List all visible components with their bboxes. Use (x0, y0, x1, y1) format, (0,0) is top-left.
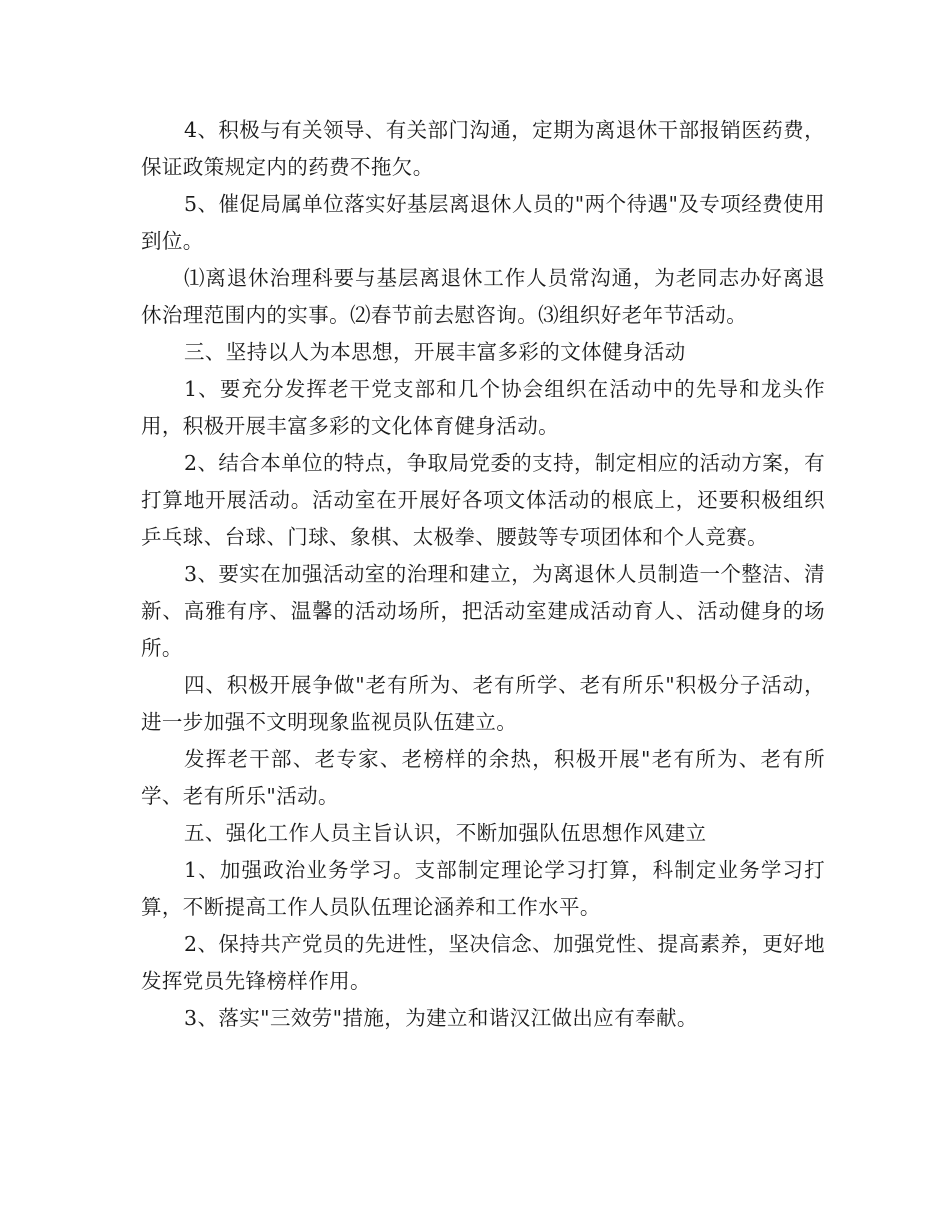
section-heading-5: 五、强化工作人员主旨认识，不断加强队伍思想作风建立 (184, 821, 707, 845)
paragraph-item-5-two-treatments: 5、催促局属单位落实好基层离退休人员的"两个待遇"及专项经费使用到位。 (141, 192, 825, 253)
paragraph-item-4-medical-fees: 4、积极与有关领导、有关部门沟通，定期为离退休干部报销医药费，保证政策规定内的药费不拖欠。 (141, 118, 825, 179)
paragraph-section3-item-1: 1、要充分发挥老干党支部和几个协会组织在活动中的先导和龙头作用，积极开展丰富多彩的文化体育健身活动。 (141, 377, 825, 438)
paragraph-section5-item-1: 1、加强政治业务学习。支部制定理论学习打算，科制定业务学习打算，不断提高工作人员队伍理论涵养和工作水平。 (141, 858, 825, 919)
section-heading-3: 三、坚持以人为本思想，开展丰富多彩的文体健身活动 (184, 340, 686, 364)
paragraph-section3-item-3: 3、要实在加强活动室的治理和建立，为离退休人员制造一个整洁、清新、高雅有序、温馨的活动场所，把活动室建成活动育人、活动健身的场所。 (141, 562, 825, 660)
section-heading-4: 四、积极开展争做"老有所为、老有所学、老有所乐"积极分子活动，进一步加强不文明现象监视员队伍建立。 (141, 673, 825, 734)
paragraph-section4-body: 发挥老干部、老专家、老榜样的余热，积极开展"老有所为、老有所学、老有所乐"活动。 (141, 747, 825, 808)
paragraph-section3-item-2: 2、结合本单位的特点，争取局党委的支持，制定相应的活动方案，有打算地开展活动。活动室在开展好各项文体活动的根底上，还要积极组织乒乓球、台球、门球、象棋、太极拳、腰鼓等专项团体和个人竞赛。 (141, 451, 825, 549)
paragraph-section5-item-3: 3、落实"三效劳"措施，为建立和谐汉江做出应有奉献。 (184, 1006, 698, 1030)
document-body (141, 112, 825, 1037)
paragraph-sub-items: ⑴离退休治理科要与基层离退休工作人员常沟通，为老同志办好离退休治理范围内的实事。⑵春节前去慰咨询。⑶组织好老年节活动。 (141, 266, 825, 327)
paragraph-section5-item-2: 2、保持共产党员的先进性，坚决信念、加强党性、提高素养，更好地发挥党员先锋榜样作用。 (141, 932, 825, 993)
